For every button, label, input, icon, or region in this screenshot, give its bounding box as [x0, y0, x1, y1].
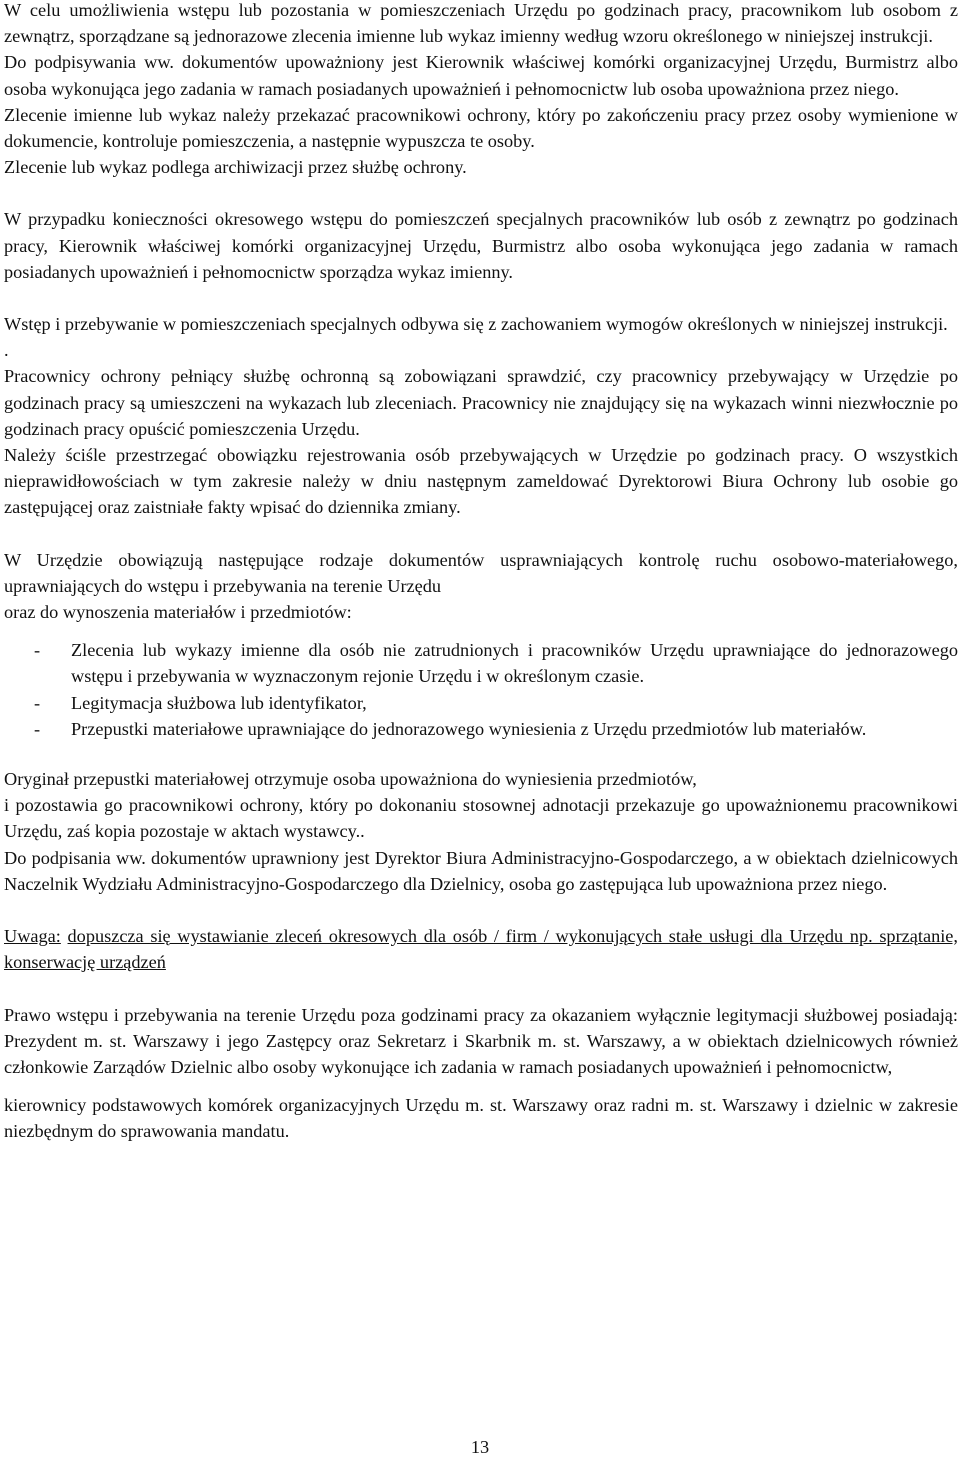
paragraph-document-types-cont: oraz do wynoszenia materiałów i przedmiotów:: [4, 602, 352, 623]
paragraph-signing-director: Do podpisania ww. dokumentów uprawniony jest Dyrektor Biura Administracyjno-Gospodarczego, a w obiektach dzielnicowych Naczelnik Wydziału Administracyjno-Gospodarczego dla Dzielnicy, osoba go zastępująca lub upoważniona przez niego.: [4, 847, 958, 894]
paragraph-document-types: W Urzędzie obowiązują następujące rodzaje dokumentów usprawniających kontrolę ruchu osobowo-materiałowego, uprawniających do wstępu i przebywania na terenie Urzędu: [4, 549, 958, 596]
paragraph-managers-councillors: kierownicy podstawowych komórek organizacyjnych Urzędu m. st. Warszawy oraz radni m. st. Warszawy i dzielnic w zakresie niezbędnym do sprawowania mandatu.: [4, 1095, 958, 1142]
list-item: [4, 690, 958, 716]
page-number: 13: [470, 1437, 490, 1457]
paragraph-special-rooms: W przypadku konieczności okresowego wstępu do pomieszczeń specjalnych pracowników lub osób z zewnątrz po godzinach pracy, Kierownik właściwej komórki organizacyjnej Urzędu, Burmistrz albo osoba wykonująca jego zadania w ramach posiadanych upoważnień i pełnomocnictw sporządza wykaz imienny.: [4, 209, 958, 282]
list-item: [4, 716, 958, 742]
document-types-list: [4, 637, 958, 742]
stray-dot: .: [4, 340, 9, 361]
paragraph-registration: Należy ściśle przestrzegać obowiązku rejestrowania osób przebywających w Urzędzie po godzinach pracy. O wszystkich nieprawidłowościach w tym zakresie należy w dniu następnym zameldować Dyrektorowi Biura Ochrony lub osobie go zastępującej oraz zaistniałe fakty wpisać do dziennika zmiany.: [4, 445, 958, 518]
paragraph-handover-to-guard: Zlecenie imienne lub wykaz należy przekazać pracownikowi ochrony, który po zakończeniu pracy przez osoby wymienione w dokumencie, kontroluje pomieszczenia, a następnie wypuszcza te osoby.: [4, 104, 958, 152]
paragraph-signing-authority: Do podpisywania ww. dokumentów upoważniony jest Kierownik właściwej komórki organizacyjnej Urzędu, Burmistrz albo osoba wykonująca jego zadania w ramach posiadanych upoważnień i pełnomocnictw lub osoba upoważniona przez niego.: [4, 52, 958, 99]
list-bullet: -: [34, 692, 41, 713]
paragraph-pass-handover: i pozostawia go pracownikowi ochrony, który po dokonaniu stosownej adnotacji przekazuje go upoważnionemu pracownikowi Urzędu, zaś kopia pozostaje w aktach wystawcy..: [4, 795, 958, 842]
paragraph-original-pass: Oryginał przepustki materiałowej otrzymuje osoba upoważniona do wyniesienia przedmiotów,: [4, 769, 697, 790]
paragraph-entry-permit: W celu umożliwienia wstępu lub pozostania w pomieszczeniach Urzędu po godzinach pracy, pracownikom lub osobom z zewnątrz, sporządzane są jednorazowe zlecenia imienne lub wykaz imienny według wzoru określonego w niniejszej instrukcji.: [4, 0, 958, 47]
list-bullet: -: [34, 718, 41, 739]
list-item-text: Przepustki materiałowe uprawniające do jednorazowego wyniesienia z Urzędu przedmiotów lub materiałów.: [71, 718, 867, 739]
list-bullet: -: [34, 640, 41, 661]
paragraph-guard-duties: Pracownicy ochrony pełniący służbę ochronną są zobowiązani sprawdzić, czy pracownicy przebywający w Urzędzie po godzinach pracy są umieszczeni na wykazach lub zleceniach. Pracownicy nie znajdujący się na wykazach winni niezwłocznie po godzinach pracy opuścić pomieszczenia Urzędu.: [4, 366, 958, 439]
list-item-text: Zlecenia lub wykazy imienne dla osób nie zatrudnionych i pracowników Urzędu uprawniające do jednorazowego wstępu i przebywania w wyznaczonym rejonie Urzędu i w określonym czasie.: [71, 640, 958, 687]
list-item: [4, 637, 958, 689]
note-paragraph: [4, 923, 958, 975]
document-page: [4, 0, 958, 1145]
note-label: Uwaga:: [4, 926, 61, 947]
paragraph-archiving: Zlecenie lub wykaz podlega archiwizacji przez służbę ochrony.: [4, 157, 467, 178]
paragraph-entry-right: Prawo wstępu i przebywania na terenie Urzędu poza godzinami pracy za okazaniem wyłącznie legitymacji służbowej posiadają: Prezydent m. st. Warszawy i jego Zastępcy oraz Sekretarz i Skarbnik m. st. Warszawy, a w obiektach dzielnicowych również członkowie Zarządów Dzielnic albo osoby wykonujące ich zadania w ramach posiadanych upoważnień i pełnomocnictw,: [4, 1004, 958, 1077]
paragraph-special-rooms-rules: Wstęp i przebywanie w pomieszczeniach specjalnych odbywa się z zachowaniem wymogów określonych w niniejszej instrukcji.: [4, 314, 948, 335]
note-text: dopuszcza się wystawianie zleceń okresowych dla osób / firm / wykonujących stałe usługi dla Urzędu np. sprzątanie, konserwację urządzeń: [4, 926, 958, 973]
list-item-text: Legitymacja służbowa lub identyfikator,: [71, 692, 367, 713]
